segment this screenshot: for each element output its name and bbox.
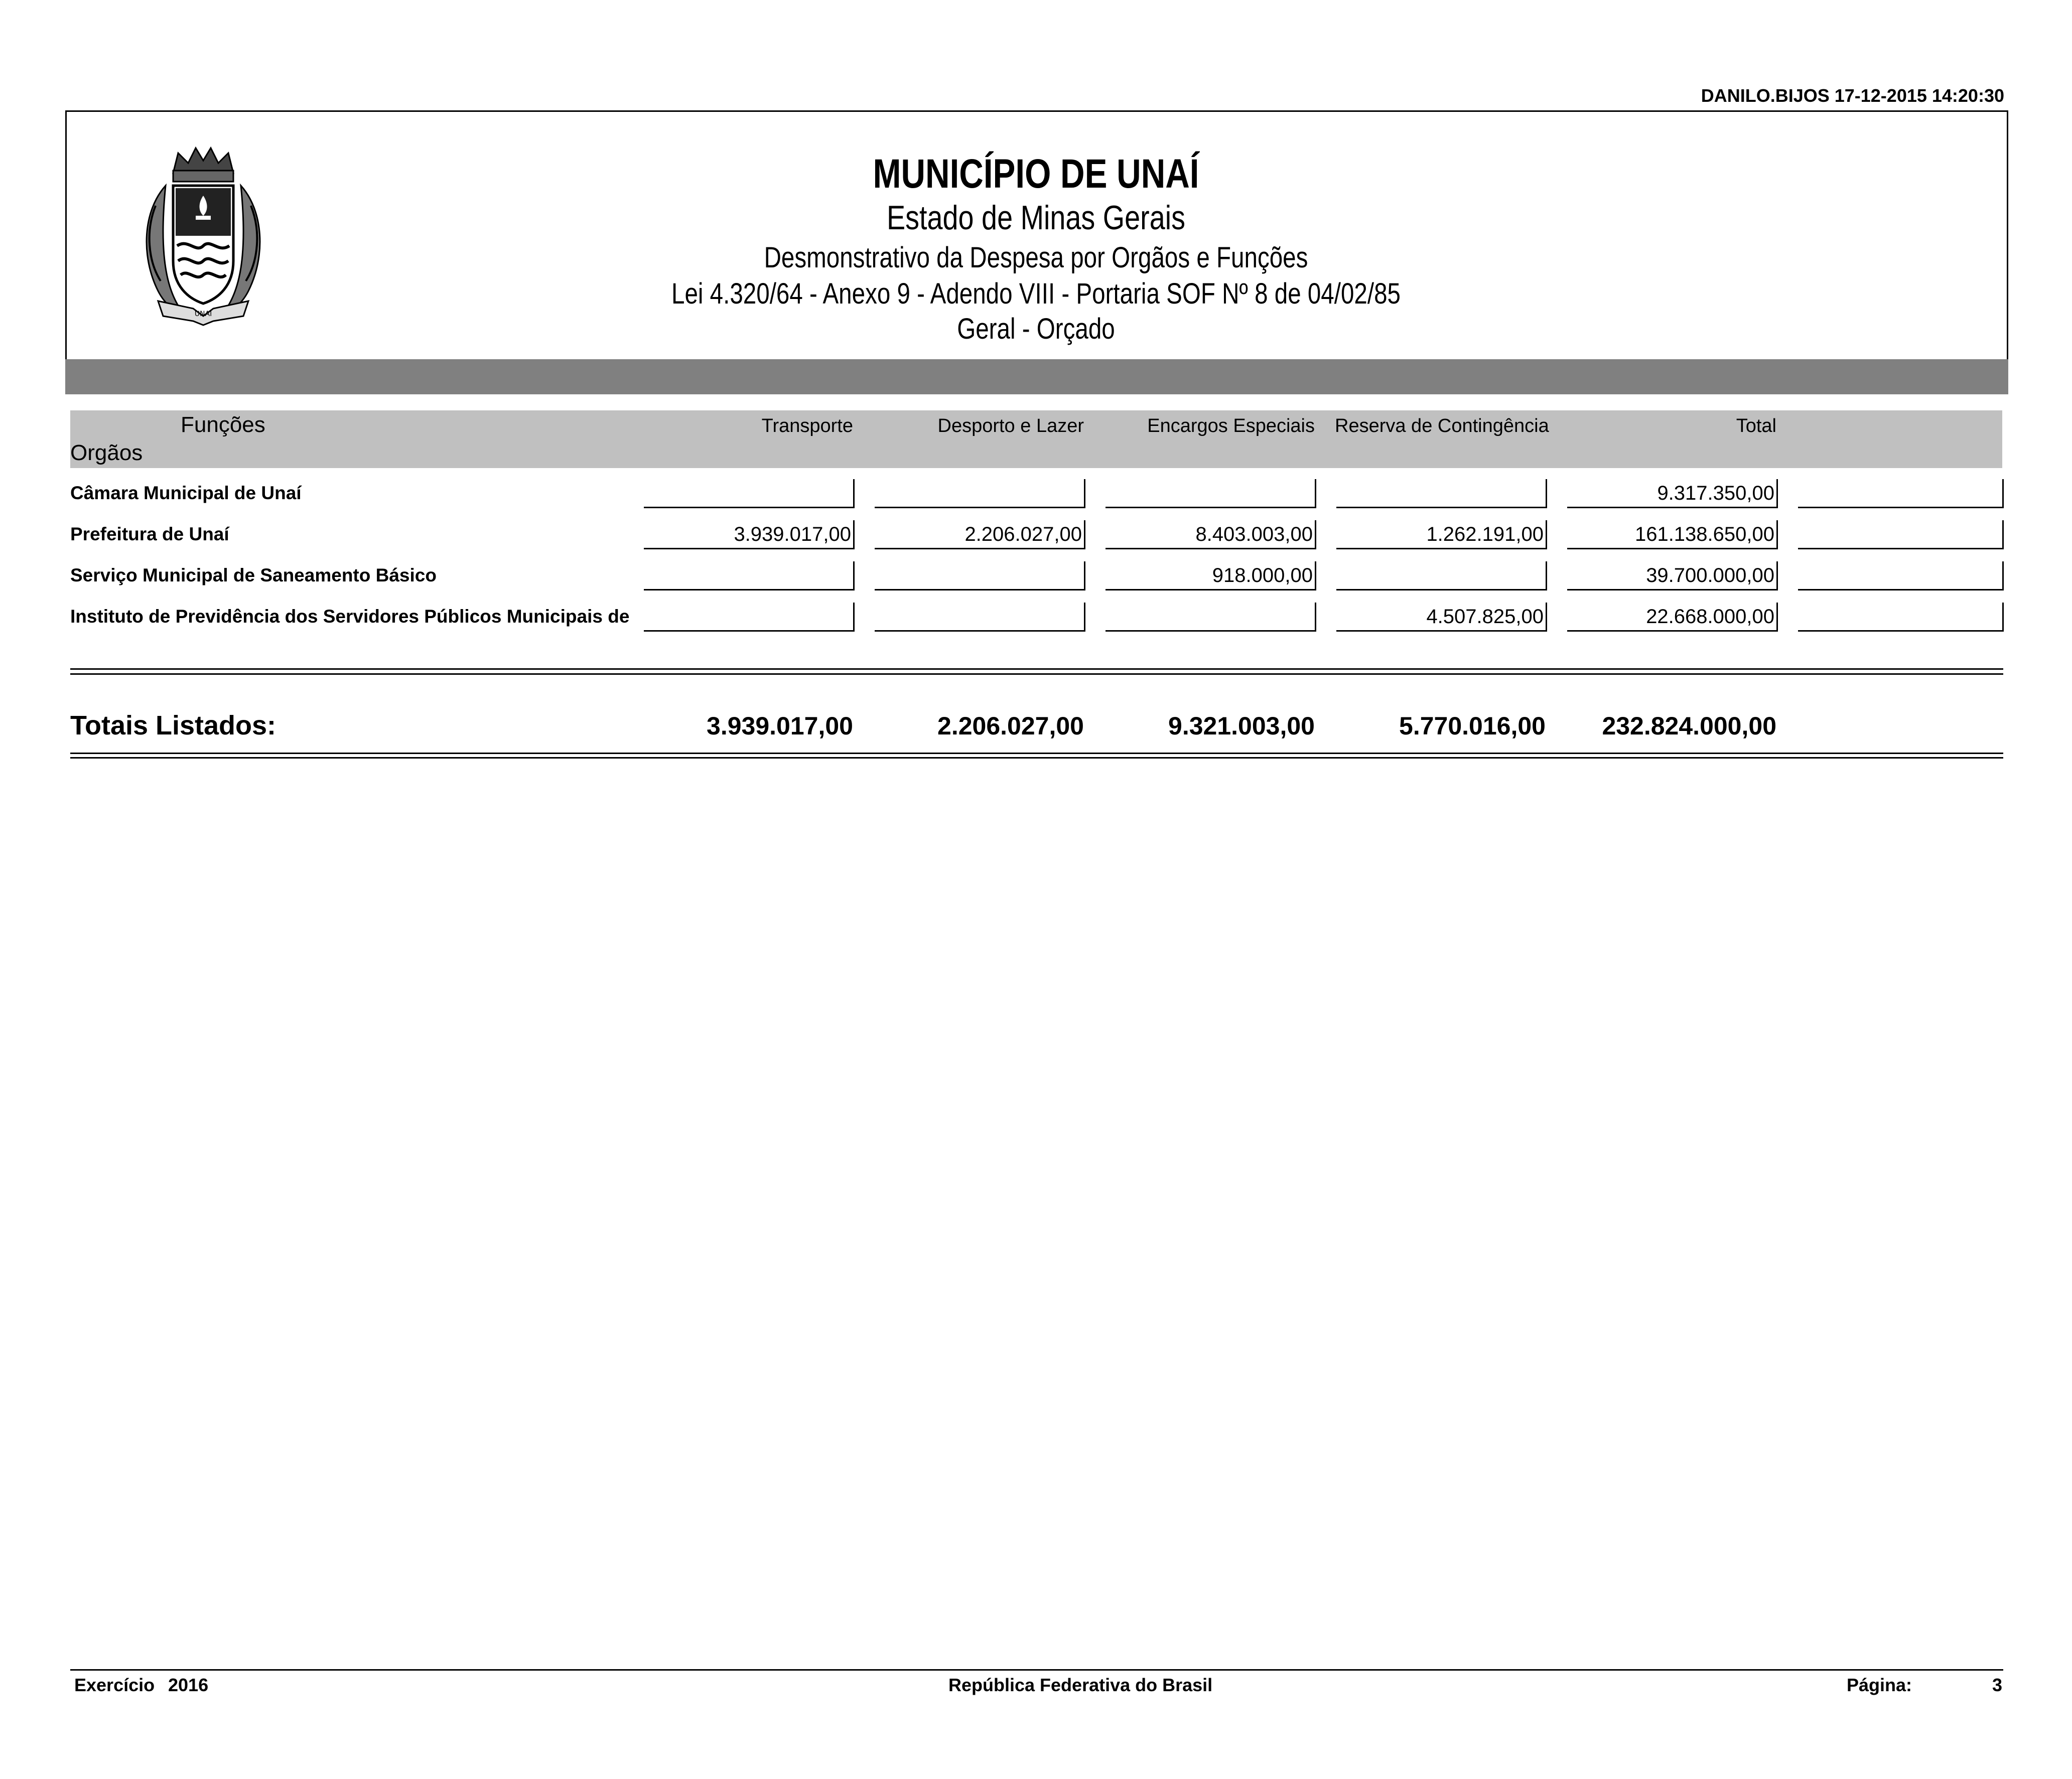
value-cell — [1798, 603, 2004, 632]
column-header: Desporto e Lazer — [937, 415, 1084, 436]
column-header: Reserva de Contingência — [1335, 415, 1549, 436]
row-label: Serviço Municipal de Saneamento Básico — [70, 565, 437, 585]
footer-line — [70, 1669, 2003, 1671]
value-cell: 39.700.000,00 — [1567, 561, 1778, 590]
value-cell — [875, 479, 1085, 508]
value-cell — [644, 479, 855, 508]
value-cell: 22.668.000,00 — [1567, 603, 1778, 632]
totals-label: Totais Listados: — [70, 710, 277, 740]
row-label: Instituto de Previdência dos Servidores Públicos Municipais de — [70, 606, 630, 627]
footer-page-number: 3 — [1992, 1675, 2002, 1695]
value-cell: 161.138.650,00 — [1567, 520, 1778, 549]
footer-exercicio-year: 2016 — [168, 1675, 209, 1695]
column-header: Transporte — [761, 415, 853, 436]
value-cell — [1336, 479, 1547, 508]
report-scope: Geral - Orçado — [957, 313, 1115, 345]
value-cell — [1336, 561, 1547, 590]
total-value: 9.321.003,00 — [1168, 712, 1315, 740]
report-name: Desmonstrativo da Despesa por Orgãos e Funções — [764, 241, 1308, 274]
footer-center-text: República Federativa do Brasil — [948, 1675, 1213, 1695]
crest-ribbon-text: UNAÍ — [194, 310, 212, 318]
footer-exercicio-label: Exercício — [74, 1675, 155, 1695]
totals-underline — [70, 753, 2003, 754]
row-header-funcoes: Funções — [181, 412, 265, 437]
separator-line — [70, 668, 2003, 670]
value-cell — [875, 603, 1085, 632]
total-value: 2.206.027,00 — [937, 712, 1084, 740]
value-cell — [1798, 479, 2004, 508]
column-header: Encargos Especiais — [1147, 415, 1315, 436]
user-timestamp: DANILO.BIJOS 17-12-2015 14:20:30 — [1701, 85, 2004, 106]
value-cell: 918.000,00 — [1106, 561, 1316, 590]
value-cell: 1.262.191,00 — [1336, 520, 1547, 549]
value-cell — [1798, 520, 2004, 549]
total-value: 5.770.016,00 — [1399, 712, 1546, 740]
header-divider-bar — [65, 359, 2008, 394]
legal-reference: Lei 4.320/64 - Anexo 9 - Adendo VIII - Portaria SOF Nº 8 de 04/02/85 — [671, 277, 1401, 310]
page-title: MUNICÍPIO DE UNAÍ — [873, 151, 1199, 197]
separator-line — [70, 673, 2003, 675]
value-cell — [1106, 479, 1316, 508]
totals-underline — [70, 757, 2003, 759]
column-header: Total — [1736, 415, 1776, 436]
value-cell — [644, 603, 855, 632]
row-header-orgaos: Orgãos — [70, 440, 143, 465]
value-cell — [875, 561, 1085, 590]
value-cell — [1106, 603, 1316, 632]
value-cell: 9.317.350,00 — [1567, 479, 1778, 508]
value-cell: 2.206.027,00 — [875, 520, 1085, 549]
total-value: 3.939.017,00 — [707, 712, 853, 740]
state-name: Estado de Minas Gerais — [886, 199, 1186, 237]
row-label: Prefeitura de Unaí — [70, 524, 229, 544]
value-cell: 3.939.017,00 — [644, 520, 855, 549]
row-label: Câmara Municipal de Unaí — [70, 483, 302, 503]
footer-page-label: Página: — [1847, 1675, 1912, 1695]
value-cell: 8.403.003,00 — [1106, 520, 1316, 549]
total-value: 232.824.000,00 — [1602, 712, 1776, 740]
value-cell — [644, 561, 855, 590]
value-cell — [1798, 561, 2004, 590]
value-cell: 4.507.825,00 — [1336, 603, 1547, 632]
